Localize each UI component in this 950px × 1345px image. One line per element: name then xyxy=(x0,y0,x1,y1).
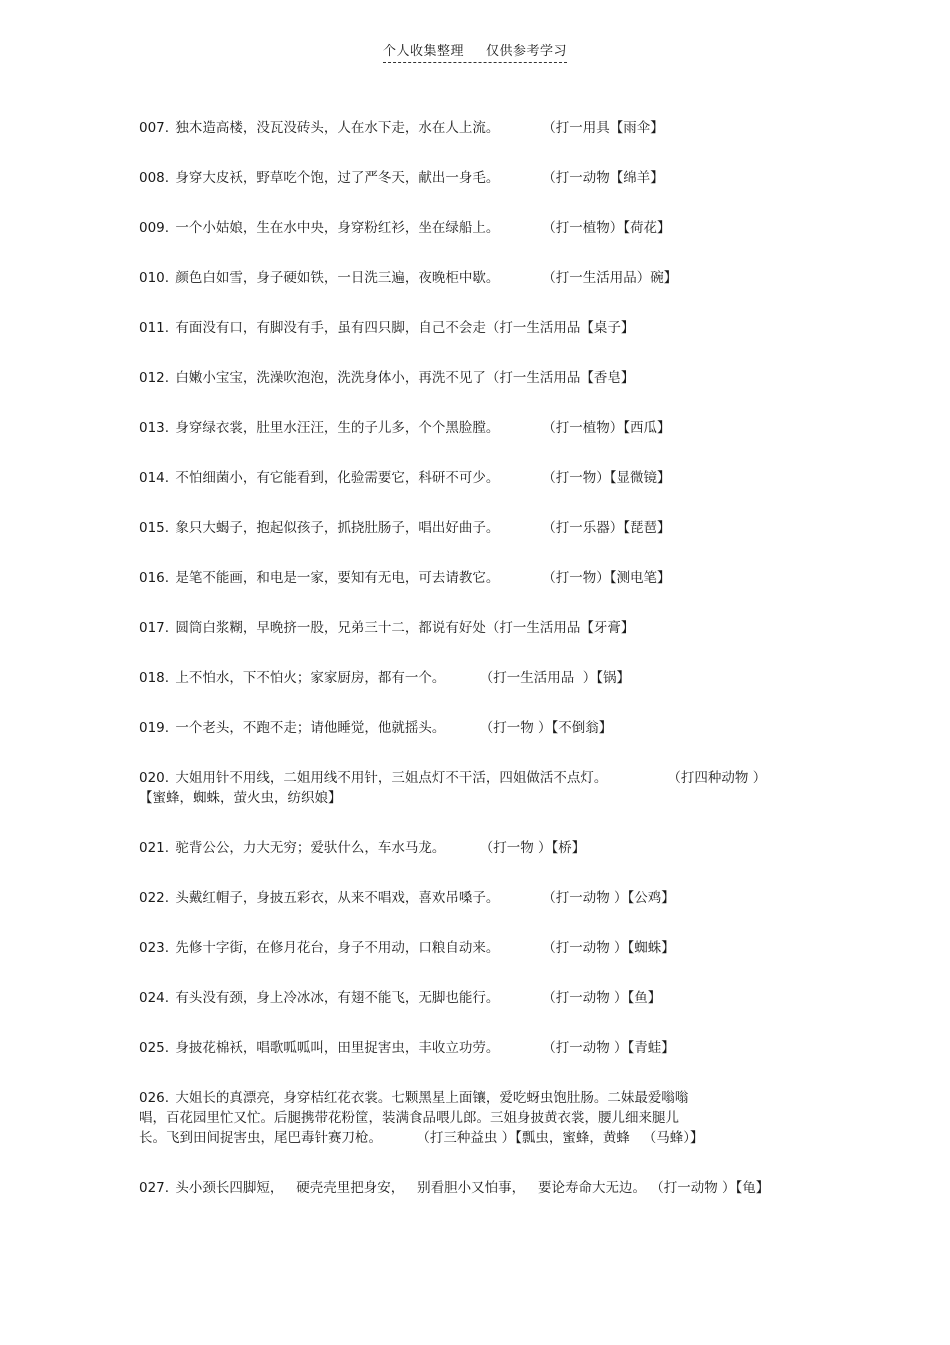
riddle-text: 独木造高楼，没瓦没砖头，人在水下走，水在人上流。 （打一用具【雨伞】 xyxy=(175,120,664,136)
riddle-item xyxy=(139,1088,819,1148)
riddle-item xyxy=(139,768,819,808)
riddle-item xyxy=(139,468,819,488)
riddle-item xyxy=(139,988,819,1008)
riddle-number: 019. xyxy=(139,720,170,736)
riddle-text: 大姐长的真漂亮，身穿桔红花衣裳。七颗黑星上面镶，爱吃蚜虫饱肚肠。二妹最爱嗡嗡 唱，百花园里忙又忙。后腿携带花粉筐，装满食品喂儿郎。三姐身披黄衣裳，腰儿细来腿儿 长。飞到田间捉害虫，尾巴毒针赛刀枪。 （打三种益虫 ）【瓢虫，蜜蜂，黄蜂 （马蜂）】 xyxy=(139,1090,704,1146)
riddle-text: 有头没有颈，身上冷冰冰，有翅不能飞，无脚也能行。 （打一动物 ）【鱼】 xyxy=(175,990,662,1006)
riddle-text: 头小颈长四脚短， 硬壳壳里把身安， 别看胆小又怕事， 要论寿命大无边。 （打一动物 ）【龟】 xyxy=(175,1180,770,1196)
riddle-number: 020. xyxy=(139,770,170,786)
riddle-number: 025. xyxy=(139,1040,170,1056)
riddle-item xyxy=(139,718,819,738)
riddle-number: 015. xyxy=(139,520,170,536)
riddle-text: 一个小姑娘，生在水中央，身穿粉红衫，坐在绿船上。 （打一植物）【荷花】 xyxy=(175,220,671,236)
riddle-item xyxy=(139,618,819,638)
riddle-number: 027. xyxy=(139,1180,170,1196)
riddle-item xyxy=(139,318,819,338)
riddle-text: 一个老头，不跑不走；请他睡觉，他就摇头。 （打一物 ）【不倒翁】 xyxy=(175,720,613,736)
riddle-list xyxy=(139,118,819,1228)
riddle-item xyxy=(139,888,819,908)
riddle-item xyxy=(139,268,819,288)
page-header xyxy=(0,40,950,63)
riddle-text: 大姐用针不用线，二姐用线不用针，三姐点灯不干活，四姐做活不点灯。 （打四种动物 ） 【蜜蜂，蜘蛛，萤火虫，纺织娘】 xyxy=(139,770,767,806)
riddle-number: 012. xyxy=(139,370,170,386)
riddle-item xyxy=(139,118,819,138)
riddle-text: 身穿大皮袄，野草吃个饱，过了严冬天，献出一身毛。 （打一动物【绵羊】 xyxy=(175,170,664,186)
riddle-number: 018. xyxy=(139,670,170,686)
riddle-number: 021. xyxy=(139,840,170,856)
riddle-number: 008. xyxy=(139,170,170,186)
header-left-text: 个人收集整理 xyxy=(382,44,464,59)
riddle-text: 身穿绿衣裳，肚里水汪汪，生的子儿多，个个黑脸膛。 （打一植物）【西瓜】 xyxy=(175,420,671,436)
riddle-item xyxy=(139,838,819,858)
riddle-number: 009. xyxy=(139,220,170,236)
header-right-text: 仅供参考学习 xyxy=(486,44,568,59)
riddle-text: 有面没有口，有脚没有手，虽有四只脚，自己不会走（打一生活用品【桌子】 xyxy=(175,320,635,336)
riddle-text: 头戴红帽子，身披五彩衣，从来不唱戏，喜欢吊嗓子。 （打一动物 ）【公鸡】 xyxy=(175,890,675,906)
riddle-text: 驼背公公，力大无穷；爱驮什么，车水马龙。 （打一物 ）【桥】 xyxy=(175,840,586,856)
riddle-text: 是笔不能画，和电是一家，要知有无电，可去请教它。 （打一物）【测电笔】 xyxy=(175,570,671,586)
riddle-text: 象只大蝎子，抱起似孩子，抓挠肚肠子，唱出好曲子。 （打一乐器）【琵琶】 xyxy=(175,520,671,536)
riddle-item xyxy=(139,1178,819,1198)
riddle-text: 颜色白如雪，身子硬如铁，一日洗三遍，夜晚柜中歇。 （打一生活用品）碗】 xyxy=(175,270,678,286)
riddle-number: 007. xyxy=(139,120,170,136)
riddle-number: 014. xyxy=(139,470,170,486)
riddle-number: 026. xyxy=(139,1090,170,1106)
riddle-item xyxy=(139,218,819,238)
riddle-item xyxy=(139,568,819,588)
riddle-number: 013. xyxy=(139,420,170,436)
riddle-item xyxy=(139,518,819,538)
riddle-item xyxy=(139,1038,819,1058)
riddle-number: 011. xyxy=(139,320,170,336)
riddle-number: 022. xyxy=(139,890,170,906)
riddle-number: 017. xyxy=(139,620,170,636)
riddle-number: 023. xyxy=(139,940,170,956)
riddle-item xyxy=(139,168,819,188)
riddle-item xyxy=(139,668,819,688)
riddle-item xyxy=(139,418,819,438)
riddle-text: 上不怕水，下不怕火；家家厨房，都有一个。 （打一生活用品 ）【锅】 xyxy=(175,670,631,686)
riddle-item xyxy=(139,368,819,388)
riddle-text: 白嫩小宝宝，洗澡吹泡泡，洗洗身体小，再洗不见了（打一生活用品【香皂】 xyxy=(175,370,635,386)
riddle-text: 先修十字街，在修月花台，身子不用动，口粮自动来。 （打一动物 ）【蜘蛛】 xyxy=(175,940,675,956)
riddle-text: 不怕细菌小，有它能看到，化验需要它，科研不可少。 （打一物）【显微镜】 xyxy=(175,470,671,486)
riddle-number: 024. xyxy=(139,990,170,1006)
header-underline xyxy=(383,40,567,63)
riddle-text: 身披花棉袄，唱歌呱呱叫，田里捉害虫，丰收立功劳。 （打一动物 ）【青蛙】 xyxy=(175,1040,675,1056)
riddle-text: 圆筒白浆糊，早晚挤一股，兄弟三十二，都说有好处（打一生活用品【牙膏】 xyxy=(175,620,635,636)
riddle-item xyxy=(139,938,819,958)
riddle-number: 010. xyxy=(139,270,170,286)
riddle-number: 016. xyxy=(139,570,170,586)
